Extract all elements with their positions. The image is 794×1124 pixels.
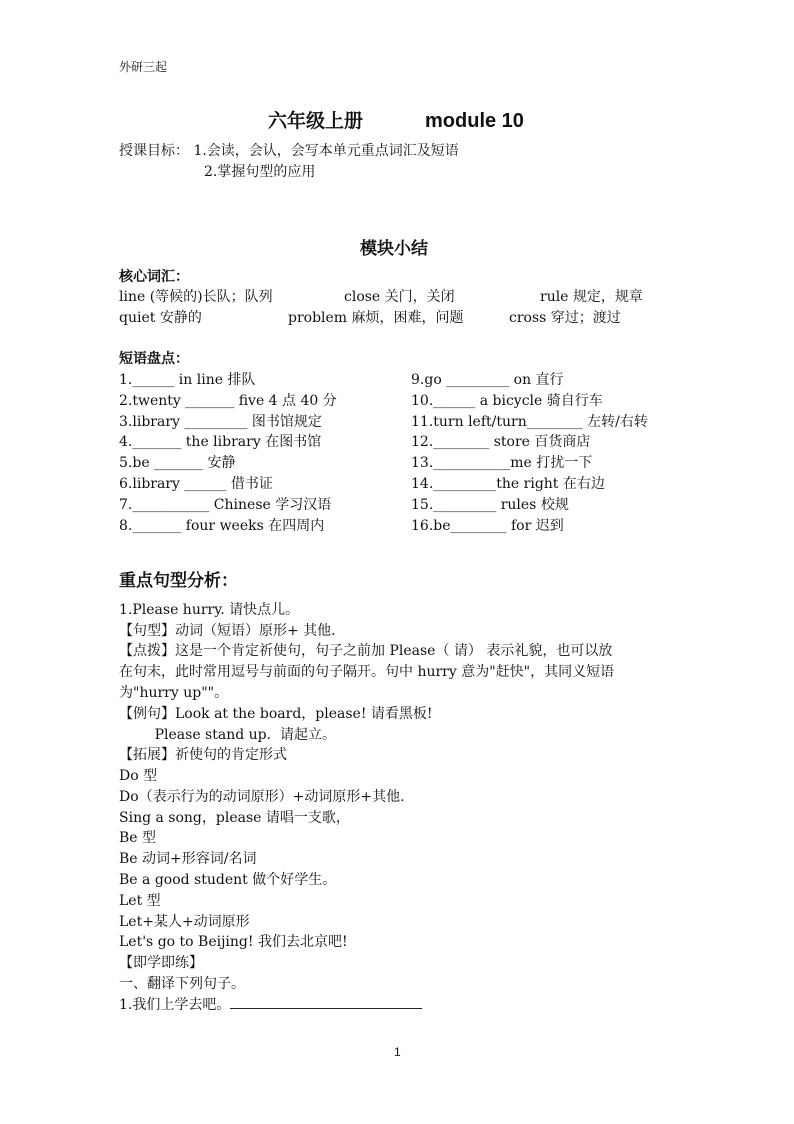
vocab-heading: 核心词汇： — [119, 269, 189, 285]
analysis-line: Do 型 — [119, 768, 158, 784]
phrase-item: 1.______ in line 排队 — [119, 372, 256, 388]
objective-item-1: 1.会读，会认，会写本单元重点词汇及短语 — [193, 143, 459, 159]
phrase-item: 9.go _________ on 直行 — [411, 372, 564, 388]
answer-blank[interactable] — [230, 994, 422, 1009]
page-number: 1 — [394, 1045, 401, 1059]
phrase-item: 7.___________ Chinese 学习汉语 — [119, 497, 332, 513]
vocab-row1-col2: close 关门，关闭 — [344, 289, 455, 305]
analysis-line: Let's go to Beijing! 我们去北京吧! — [119, 934, 348, 950]
phrases-heading: 短语盘点： — [119, 351, 189, 367]
analysis-line: 在句末，此时常用逗号与前面的句子隔开。句中 hurry 意为"赶快"，其同义短语 — [119, 664, 615, 680]
analysis-line: 一、翻译下列句子。 — [119, 976, 245, 992]
analysis-line: Sing a song，please 请唱一支歌， — [119, 810, 350, 826]
analysis-line: 【点拨】这是一个肯定祈使句，句子之前加 Please（ 请） 表示礼貌，也可以放 — [119, 643, 613, 659]
phrase-item: 12.________ store 百货商店 — [411, 434, 591, 450]
phrase-item: 16.be________ for 迟到 — [411, 518, 564, 534]
analysis-line: Be a good student 做个好学生。 — [119, 872, 337, 888]
analysis-line: 【例句】Look at the board，please! 请看黑板! — [119, 706, 433, 722]
phrase-item: 6.library ______ 借书证 — [119, 476, 273, 492]
objectives-line-1 — [119, 140, 459, 160]
page-header: 外研三起 — [119, 60, 168, 74]
phrase-item: 14._________the right 在右边 — [411, 476, 605, 492]
analysis-line: 【句型】动词（短语）原形+ 其他. — [119, 623, 336, 639]
vocab-row1-col1: line (等候的)长队；队列 — [119, 289, 273, 305]
vocab-row2-col3: cross 穿过；渡过 — [509, 310, 621, 326]
phrase-item: 10.______ a bicycle 骑自行车 — [411, 393, 603, 409]
analysis-line: Do（表示行为的动词原形）+动词原形+其他. — [119, 789, 405, 805]
analysis-line: Be 型 — [119, 830, 157, 846]
summary-title: 模块小结 — [360, 239, 428, 259]
analysis-line: 1.Please hurry. 请快点儿。 — [119, 602, 300, 618]
exercise-line-1 — [119, 994, 422, 1014]
analysis-line: Please stand up. 请起立。 — [119, 727, 336, 743]
title-chinese: 六年级上册 — [268, 110, 364, 132]
analysis-line: Be 动词+形容词/名词 — [119, 851, 257, 867]
phrase-item: 11.turn left/turn________ 左转/右转 — [411, 414, 648, 430]
phrase-item: 5.be _______ 安静 — [119, 455, 236, 471]
phrase-item: 8._______ four weeks 在四周内 — [119, 518, 325, 534]
objectives-label: 授课目标： — [119, 143, 189, 159]
analysis-line: Let+某人+动词原形 — [119, 914, 250, 930]
analysis-line: 【即学即练】 — [119, 955, 203, 971]
analysis-line: Let 型 — [119, 893, 161, 909]
phrase-item: 15._________ rules 校规 — [411, 497, 569, 513]
vocab-row1-col3: rule 规定，规章 — [540, 289, 643, 305]
title-module: module 10 — [425, 110, 524, 132]
phrase-item: 3.library _________ 图书馆规定 — [119, 414, 322, 430]
analysis-line: 为"hurry up""。 — [119, 685, 229, 701]
phrase-item: 2.twenty _______ five 4 点 40 分 — [119, 393, 337, 409]
phrase-item: 13.___________me 打扰一下 — [411, 455, 593, 471]
objective-item-2: 2.掌握句型的应用 — [204, 164, 316, 180]
phrase-item: 4._______ the library 在图书馆 — [119, 434, 322, 450]
page-title — [268, 106, 524, 133]
analysis-line: 【拓展】祈使句的肯定形式 — [119, 747, 287, 763]
vocab-row2-col2: problem 麻烦，困难，问题 — [288, 310, 464, 326]
vocab-row2-col1: quiet 安静的 — [119, 310, 202, 326]
analysis-heading: 重点句型分析： — [119, 571, 238, 591]
exercise-prompt: 1.我们上学去吧。 — [119, 997, 231, 1013]
